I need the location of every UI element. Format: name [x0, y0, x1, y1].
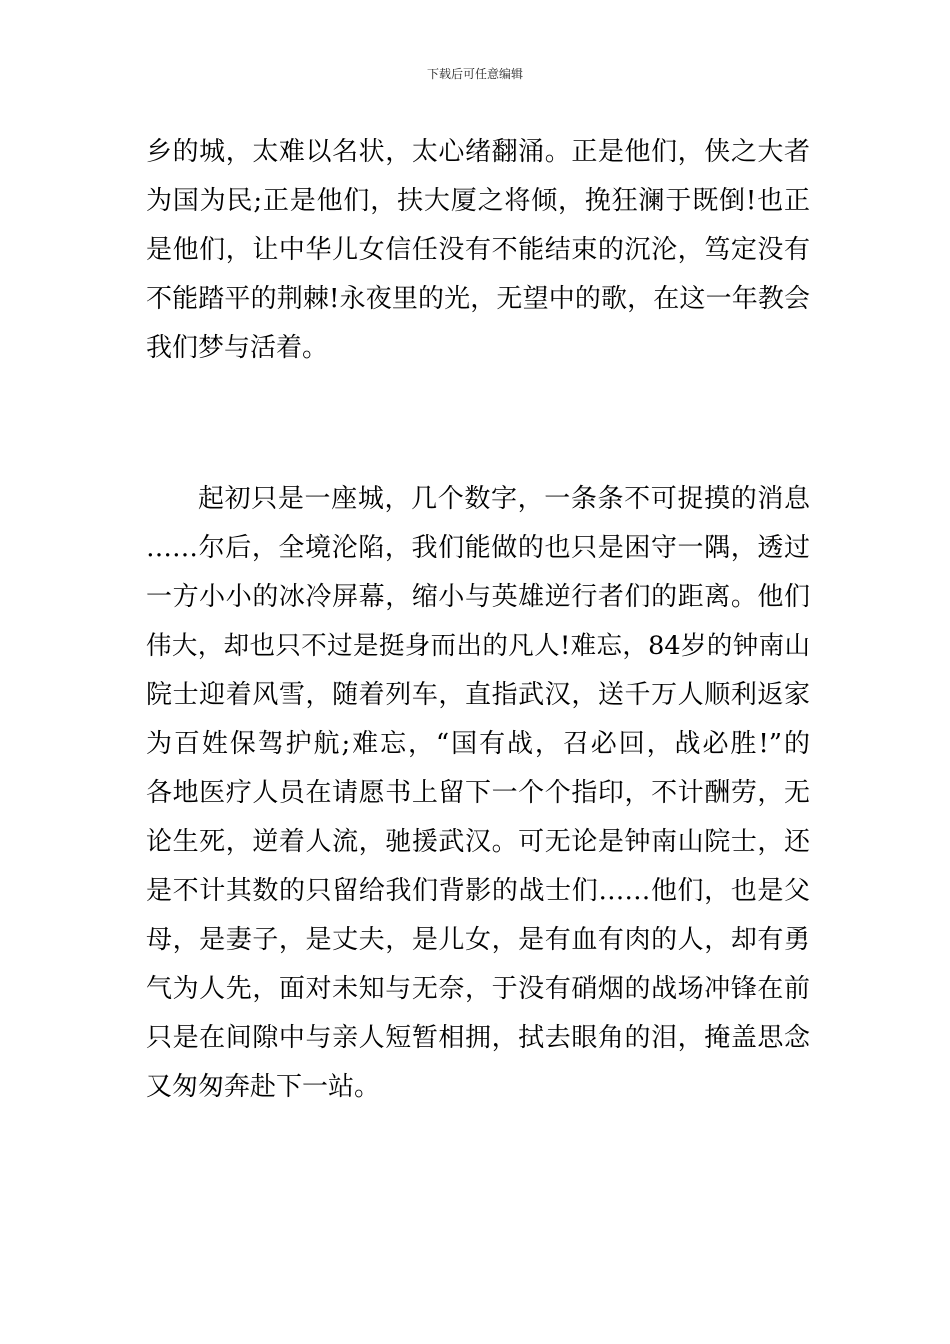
paragraph-line: 是他们，让中华儿女信任没有不能结束的沉沦，笃定没有: [146, 235, 810, 265]
paragraph-2: [146, 475, 810, 1112]
paragraph-line: 不能踏平的荆棘!永夜里的光，无望中的歌，在这一年教会: [146, 284, 810, 314]
paragraph-line: 伟大，却也只不过是挺身而出的凡人!难忘，84岁的钟南山: [146, 631, 810, 661]
paragraph-line: 我们梦与活着。: [146, 333, 329, 363]
paragraph-line: 起初只是一座城，几个数字，一条条不可捉摸的消息: [198, 484, 810, 514]
paragraph-line: 是不计其数的只留给我们背影的战士们……他们，也是父: [146, 876, 810, 906]
paragraph-line: 各地医疗人员在请愿书上留下一个个指印，不计酬劳，无: [146, 778, 810, 808]
page-header: 下载后可任意编辑: [426, 67, 523, 81]
paragraph-line: 又匆匆奔赴下一站。: [146, 1072, 381, 1102]
paragraph-line: ……尔后，全境沦陷，我们能做的也只是困守一隅，透过: [146, 533, 810, 563]
paragraph-line: 乡的城，太难以名状，太心绪翻涌。正是他们，侠之大者: [146, 137, 810, 167]
paragraph-line: 为国为民;正是他们，扶大厦之将倾，挽狂澜于既倒!也正: [146, 186, 810, 216]
paragraph-line: 论生死，逆着人流，驰援武汉。可无论是钟南山院士，还: [146, 827, 810, 857]
paragraph-1: [146, 128, 810, 373]
paragraph-line: 母，是妻子，是丈夫，是儿女，是有血有肉的人，却有勇: [146, 925, 810, 955]
paragraph-line: 气为人先，面对未知与无奈，于没有硝烟的战场冲锋在前: [146, 974, 810, 1004]
paragraph-line: 只是在间隙中与亲人短暂相拥，拭去眼角的泪，掩盖思念: [146, 1023, 810, 1053]
paragraph-line: 一方小小的冰冷屏幕，缩小与英雄逆行者们的距离。他们: [146, 582, 810, 612]
paragraph-line: 院士迎着风雪，随着列车，直指武汉，送千万人顺利返家: [146, 680, 810, 710]
paragraph-line: 为百姓保驾护航;难忘，“国有战，召必回，战必胜!”的: [146, 729, 810, 759]
